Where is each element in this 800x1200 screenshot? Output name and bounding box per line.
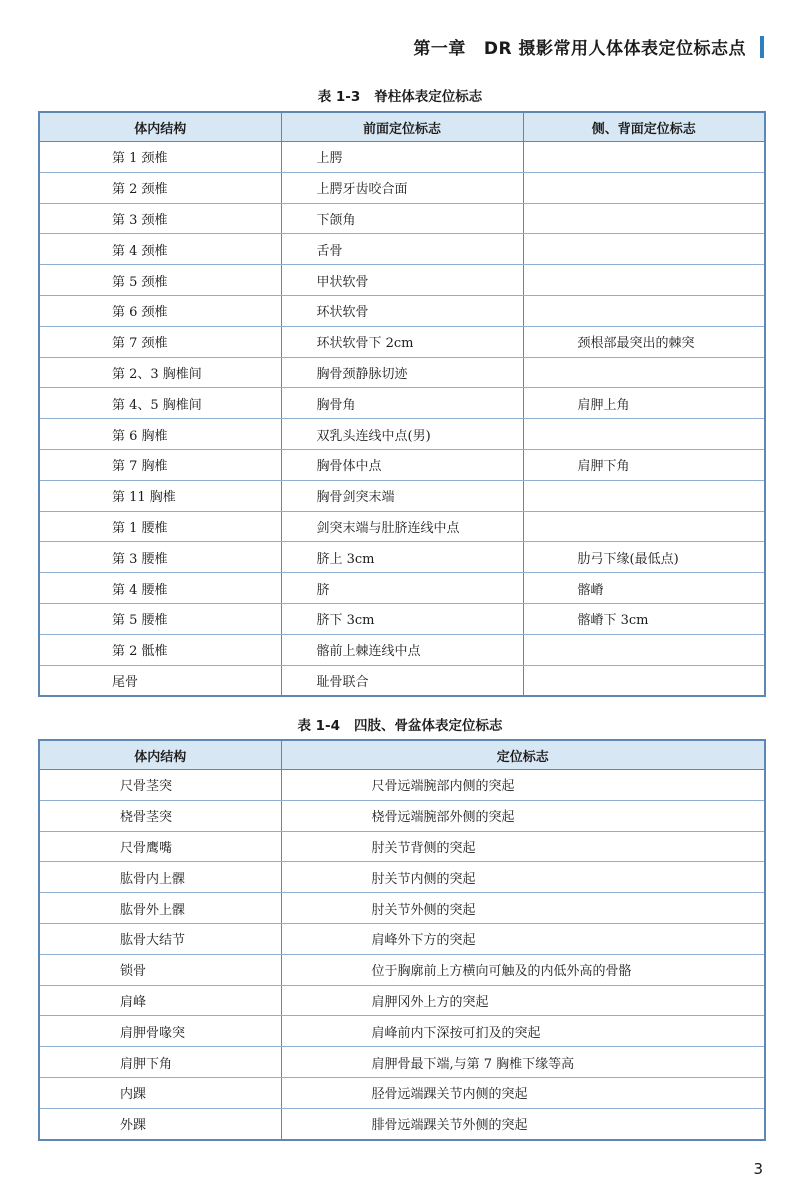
table-row	[39, 603, 765, 634]
table-cell: 脐	[281, 573, 523, 604]
table-row	[39, 1077, 765, 1108]
table-cell: 脐下 3cm	[281, 603, 523, 634]
table-1-3-title: 脊柱体表定位标志	[374, 89, 483, 105]
table-1-4-caption	[0, 714, 800, 734]
chapter-label: 第一章	[413, 39, 466, 59]
chapter-header	[413, 34, 764, 59]
table-cell: 肱骨大结节	[39, 923, 281, 954]
table-cell: 第 4、5 胸椎间	[39, 388, 281, 419]
table-cell: 甲状软骨	[281, 265, 523, 296]
table-cell: 第 4 腰椎	[39, 573, 281, 604]
table-cell: 上腭	[281, 142, 523, 173]
table-cell	[523, 234, 765, 265]
chapter-title: DR 摄影常用人体体表定位标志点	[483, 39, 746, 59]
table-cell	[523, 265, 765, 296]
table-cell: 肘关节背侧的突起	[281, 831, 765, 862]
table-cell: 肩胛骨喙突	[39, 1016, 281, 1047]
table-cell: 第 7 胸椎	[39, 449, 281, 480]
table-row	[39, 234, 765, 265]
table-row	[39, 265, 765, 296]
table-cell: 桡骨远端腕部外侧的突起	[281, 800, 765, 831]
column-header: 前面定位标志	[281, 112, 523, 142]
table-cell	[523, 480, 765, 511]
table-cell: 剑突末端与肚脐连线中点	[281, 511, 523, 542]
table-cell: 肱骨外上髁	[39, 893, 281, 924]
table-cell: 肩峰外下方的突起	[281, 923, 765, 954]
column-header: 体内结构	[39, 740, 281, 770]
table-cell: 尺骨远端腕部内侧的突起	[281, 770, 765, 801]
table-cell: 第 6 颈椎	[39, 295, 281, 326]
table-cell: 尾骨	[39, 665, 281, 696]
table-cell: 肩峰	[39, 985, 281, 1016]
table-row	[39, 923, 765, 954]
table-cell: 第 2、3 胸椎间	[39, 357, 281, 388]
table-1-3-caption	[0, 85, 800, 105]
table-cell: 肩胛上角	[523, 388, 765, 419]
table-cell	[523, 511, 765, 542]
table-cell	[523, 172, 765, 203]
table-cell: 肱骨内上髁	[39, 862, 281, 893]
table-cell: 环状软骨下 2cm	[281, 326, 523, 357]
table-cell: 颈根部最突出的棘突	[523, 326, 765, 357]
table-cell	[523, 634, 765, 665]
table-row	[39, 954, 765, 985]
limb-pelvis-landmarks-table	[38, 739, 766, 1141]
table-cell	[523, 357, 765, 388]
table-header-row	[39, 112, 765, 142]
page-number: 3	[753, 1160, 763, 1178]
table-cell: 胸骨体中点	[281, 449, 523, 480]
table-cell: 第 5 颈椎	[39, 265, 281, 296]
table-cell: 肘关节内侧的突起	[281, 862, 765, 893]
table-cell: 第 3 颈椎	[39, 203, 281, 234]
table-cell: 胸骨角	[281, 388, 523, 419]
limb-table-body	[39, 770, 765, 1140]
table-cell: 第 7 颈椎	[39, 326, 281, 357]
table-row	[39, 480, 765, 511]
table-row	[39, 800, 765, 831]
table-cell: 第 1 腰椎	[39, 511, 281, 542]
chapter-accent-bar	[760, 36, 764, 58]
table-cell: 脐上 3cm	[281, 542, 523, 573]
table-row	[39, 542, 765, 573]
table-row	[39, 862, 765, 893]
table-cell: 肘关节外侧的突起	[281, 893, 765, 924]
table-row	[39, 388, 765, 419]
table-cell: 耻骨联合	[281, 665, 523, 696]
table-cell: 第 2 颈椎	[39, 172, 281, 203]
table-row	[39, 985, 765, 1016]
table-cell: 髂嵴下 3cm	[523, 603, 765, 634]
table-cell: 锁骨	[39, 954, 281, 985]
table-cell: 双乳头连线中点(男)	[281, 419, 523, 450]
table-cell: 下颌角	[281, 203, 523, 234]
table-cell	[523, 142, 765, 173]
table-cell: 第 4 颈椎	[39, 234, 281, 265]
table-cell: 肩胛骨最下端,与第 7 胸椎下缘等高	[281, 1047, 765, 1078]
table-cell: 尺骨茎突	[39, 770, 281, 801]
table-cell: 肩胛下角	[39, 1047, 281, 1078]
table-cell: 外踝	[39, 1108, 281, 1139]
table-cell: 肩胛下角	[523, 449, 765, 480]
table-1-3-number: 表 1-3	[317, 89, 361, 105]
table-row	[39, 326, 765, 357]
table-row	[39, 511, 765, 542]
table-row	[39, 142, 765, 173]
table-row	[39, 1108, 765, 1139]
table-row	[39, 357, 765, 388]
table-cell: 肩峰前内下深按可扪及的突起	[281, 1016, 765, 1047]
table-cell: 髂前上棘连线中点	[281, 634, 523, 665]
table-cell: 桡骨茎突	[39, 800, 281, 831]
table-row	[39, 172, 765, 203]
table-cell: 腓骨远端踝关节外侧的突起	[281, 1108, 765, 1139]
table-cell: 髂嵴	[523, 573, 765, 604]
table-cell: 第 5 腰椎	[39, 603, 281, 634]
table-cell: 第 6 胸椎	[39, 419, 281, 450]
table-cell: 胸骨颈静脉切迹	[281, 357, 523, 388]
column-header: 侧、背面定位标志	[523, 112, 765, 142]
column-header: 定位标志	[281, 740, 765, 770]
table-row	[39, 893, 765, 924]
spine-landmarks-table	[38, 111, 766, 697]
table-row	[39, 1016, 765, 1047]
table-cell: 肋弓下缘(最低点)	[523, 542, 765, 573]
table-cell: 环状软骨	[281, 295, 523, 326]
table-cell: 第 2 骶椎	[39, 634, 281, 665]
table-row	[39, 295, 765, 326]
table-1-4-number: 表 1-4	[297, 718, 341, 734]
table-header-row	[39, 740, 765, 770]
table-1-4-title: 四肢、骨盆体表定位标志	[354, 718, 503, 734]
spine-table-body	[39, 142, 765, 697]
table-cell: 第 1 颈椎	[39, 142, 281, 173]
table-row	[39, 770, 765, 801]
table-cell: 第 3 腰椎	[39, 542, 281, 573]
table-row	[39, 665, 765, 696]
table-cell	[523, 295, 765, 326]
table-cell: 位于胸廓前上方横向可触及的内低外高的骨骼	[281, 954, 765, 985]
table-cell	[523, 203, 765, 234]
chapter-heading	[413, 34, 746, 59]
column-header: 体内结构	[39, 112, 281, 142]
table-cell: 舌骨	[281, 234, 523, 265]
table-row	[39, 831, 765, 862]
table-cell	[523, 419, 765, 450]
table-cell	[523, 665, 765, 696]
table-row	[39, 449, 765, 480]
table-cell: 上腭牙齿咬合面	[281, 172, 523, 203]
table-row	[39, 573, 765, 604]
table-row	[39, 419, 765, 450]
table-cell: 肩胛冈外上方的突起	[281, 985, 765, 1016]
table-cell: 尺骨鹰嘴	[39, 831, 281, 862]
table-row	[39, 1047, 765, 1078]
table-row	[39, 634, 765, 665]
table-cell: 内踝	[39, 1077, 281, 1108]
table-cell: 第 11 胸椎	[39, 480, 281, 511]
table-cell: 胸骨剑突末端	[281, 480, 523, 511]
table-row	[39, 203, 765, 234]
table-cell: 胫骨远端踝关节内侧的突起	[281, 1077, 765, 1108]
